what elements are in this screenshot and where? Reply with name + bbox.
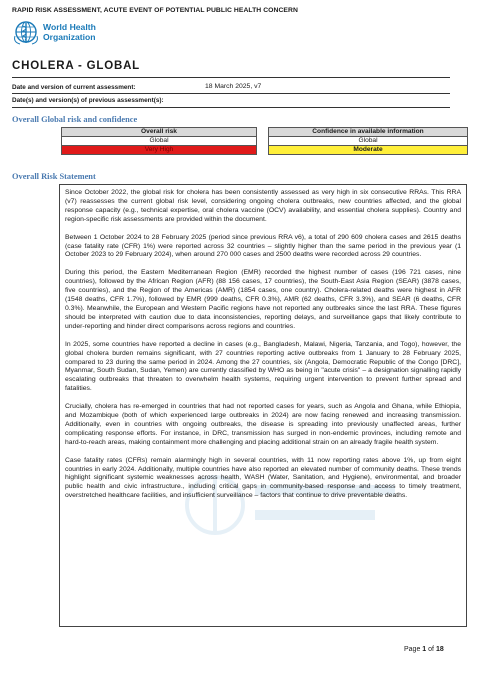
who-logo	[12, 20, 102, 46]
confidence-header: Confidence in available information	[269, 128, 468, 137]
current-assessment-label: Date and version of current assessment:	[12, 84, 136, 91]
overall-risk-scope: Global	[62, 137, 257, 146]
page-total: 18	[435, 646, 444, 653]
overall-risk-table	[61, 127, 257, 155]
risk-statement-box	[59, 184, 467, 627]
confidence-table	[268, 127, 468, 155]
document-header-title: RAPID RISK ASSESSMENT, ACUTE EVENT OF POTENTIAL PUBLIC HEALTH CONCERN	[12, 7, 298, 14]
current-assessment-value: 18 March 2025, v7	[205, 83, 262, 90]
statement-paragraph: Crucially, cholera has re-emerged in countries that had not reported cases for years, such as Angola and Ghana, while Ethiopia, and Mozambique (both of which experienced large outbreaks in 2024) are now facing renewed and increasing transmission. Additionally, even in countries with ongoing outbreaks, the disease is spreading into previously unaffected areas, further complicating response efforts. For instance, in DRC, transmission has surged in non-endemic provinces, including remote and hard-to-reach areas, making containment more challenging and placing additional strain on an already fragile health system.	[65, 403, 461, 446]
statement-paragraph: Case fatality rates (CFRs) remain alarmingly high in several countries, with 11 now reporting rates above 1%, up from eight countries in early 2024. Additionally, multiple countries have also reported an elevated number of community deaths. These trends highlight significant systemic weaknesses across health, WASH (Water, Sanitation, and Hygiene), environmental, and broader public health and civic infrastructure., including critical gaps in community-based response and access to timely treatment, overstretched healthcare facilities, and insufficient surveillance – factors that continue to drive preventable deaths.	[65, 456, 461, 500]
overall-risk-heading: Overall Global risk and confidence	[12, 115, 138, 124]
confidence-scope: Global	[269, 137, 468, 146]
statement-paragraph: During this period, the Eastern Mediterranean Region (EMR) recorded the highest number of cases (196 721 cases, nine countries), followed by the African Region (AFR) (88 156 cases, 17 countries), the South-East Asia Region (SEAR) (3878 cases, five countries), and the Region of the Americas (AMR) (1854 cases, one country). Cholera-related deaths were highest in AFR (1548 deaths, CFR 1.7%), followed by EMR (999 deaths, CFR 0.3%), AMR (62 deaths, CFR 3.3%), and SEAR (6 deaths, CFR 0.3%). Meanwhile, the European and Western Pacific regions have not reported any outbreaks since the last RRA. These figures should be interpreted with caution due to data inconsistencies, reporting delays, and surveillance gaps that likely contribute to under-reporting and hinder direct comparisons across regions and countries.	[65, 269, 461, 330]
previous-assessment-label: Date(s) and version(s) of previous assessment(s):	[12, 97, 164, 104]
page-of: of	[426, 646, 436, 653]
logo-line-1: World Health	[43, 22, 96, 32]
risk-statement-heading: Overall Risk Statement	[12, 172, 96, 181]
who-emblem-icon	[12, 20, 40, 46]
overall-risk-value: Very High	[62, 146, 257, 155]
logo-line-2: Organization	[43, 32, 96, 42]
statement-paragraph: In 2025, some countries have reported a decline in cases (e.g., Bangladesh, Malawi, Nigeria, Tanzania, and Togo), however, the global cholera burden remains significant, with 27 countries reporting active outbreaks from 1 January to 28 February 2025, compared to 23 during the same period in 2024. Among the 27 countries, six (Angola, Democratic Republic of the Congo [DRC], Myanmar, South Sudan, Sudan, Yemen) are currently classified by WHO as being in "acute crisis" – a designation signalling rapidly escalating outbreaks that threaten to overwhelm health systems, requiring urgent intervention to prevent further spread and fatalities.	[65, 340, 461, 393]
overall-risk-header: Overall risk	[62, 128, 257, 137]
title-divider	[12, 77, 450, 78]
statement-paragraph: Since October 2022, the global risk for cholera has been consistently assessed as very high in six consecutive RRAs. This RRA (v7) reassesses the current global risk level, considering ongoing cholera outbreaks, new countries affected, and the global response capacity (e.g., technical expertise, oral cholera vaccine (OCV) availability, and essential cholera supplies). Country and region-specific risk assessments are provided within the document.	[65, 189, 461, 223]
meta-divider-2	[12, 107, 450, 108]
document-title: CHOLERA - GLOBAL	[12, 60, 141, 72]
page-prefix: Page	[404, 646, 423, 653]
page-number	[404, 646, 444, 653]
statement-paragraph: Between 1 October 2024 to 28 February 2025 (period since previous RRA v6), a total of 290 609 cholera cases and 2615 deaths (case fatality rate (CFR) 1%) were reported across 32 countries – slightly higher than the same period in the previous year (1 October 2023 to 29 February 2024), when around 270 000 cases and 2500 deaths were recorded across 29 countries.	[65, 233, 461, 259]
meta-divider-1	[12, 93, 450, 94]
confidence-value: Moderate	[269, 146, 468, 155]
page-current: 1	[422, 646, 427, 653]
